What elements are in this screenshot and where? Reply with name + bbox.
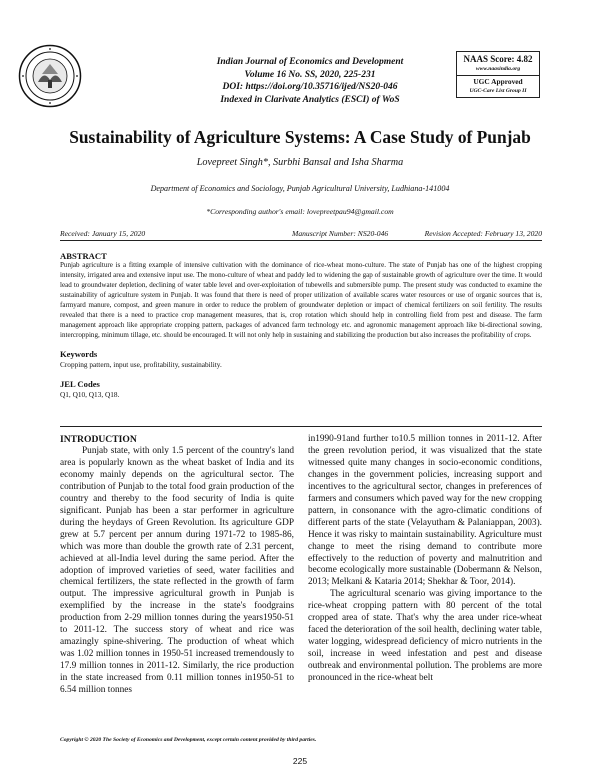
journal-header (150, 56, 470, 106)
abstract-divider (60, 426, 542, 427)
page-number: 225 (292, 756, 308, 766)
intro-paragraph-1: Punjab state, with only 1.5 percent of the country's land area is popularly known as the wheat basket of India and its economy mainly depends on the agricultural sector. The contribution of Punjab to the total food grain production of the country and thereby to the food security of India is quite significant. Punjab has been a star performer in agriculture during the heydays of Green Revolution. Its agriculture GDP grew at 5.7 percent per annum during 1971-72 to 1985-86, which was more than double the growth rate of 2.31 percent, achieved at all-India level during the same period. After the adoption of improved varieties of seed, water facilities and chemical fertilizers, the state reflected in the growth of farm output. The impressive agricultural growth in Punjab is exemplified by the increase in the state's foodgrains production from 2-29 million tonnes during the years1950-51 to 2011-12. The success story of wheat and rice was amazingly spine-shivering. The production of wheat which was 1.02 million tonnes in 1950-51 increased tremendously to 17.9 million tonnes in 2011-12. Similarly, the rice production in the state increased from 0.11 million tonnes in1950-51 to 6.54 million tonnes (60, 446, 294, 696)
ugc-care-list: UGC-Care List Group II (469, 88, 527, 94)
keywords-body: Cropping pattern, input use, profitability, sustainability. (60, 359, 222, 369)
journal-volume: Volume 16 No. SS, 2020, 225-231 (244, 69, 376, 80)
journal-indexing: Indexed in Clarivate Analytics (ESCI) of WoS (220, 94, 400, 105)
ugc-approved: UGC Approved (473, 77, 523, 86)
abstract-section (60, 251, 542, 400)
naas-score-box (456, 51, 540, 98)
copyright-notice: Copyright © 2020 The Society of Economics and Development, except certain content provided by third parties. (60, 737, 317, 743)
naas-url[interactable]: www.naasindia.org (457, 65, 539, 76)
journal-logo-icon (18, 44, 82, 108)
article-title: Sustainability of Agriculture Systems: A Case Study of Punjab (69, 127, 531, 147)
abstract-heading: ABSTRACT (60, 251, 107, 261)
body-column-right (308, 434, 542, 685)
article-authors: Lovepreet Singh*, Surbhi Bansal and Isha Sharma (196, 157, 404, 168)
author-affiliation: Department of Economics and Sociology, Punjab Agricultural University, Ludhiana-141004 (150, 184, 450, 193)
intro-paragraph-2: The agricultural scenario was giving importance to the rice-wheat cropping pattern with 80 percent of the total cropped area of state. That's why the area under rice-wheat faced the deterioration of the soil health, declining water table, water logging, widespread deficiency of micro nutrients in the soil, increase in weed infestation and pest and disease outbreak and environmental pollution. The problems are more pronounced in the rice-wheat belt (308, 589, 542, 684)
manuscript-number: Manuscript Number: NS20-046 (292, 229, 389, 238)
revision-date: Revision Accepted: February 13, 2020 (424, 229, 542, 238)
jel-body: Q1, Q10, Q13, Q18. (60, 389, 120, 399)
jel-heading: JEL Codes (60, 378, 100, 389)
journal-doi[interactable]: DOI: https://doi.org/10.35716/ijed/NS20-046 (222, 82, 398, 92)
journal-name: Indian Journal of Economics and Development (216, 57, 404, 67)
introduction-heading: INTRODUCTION (60, 434, 137, 445)
abstract-body: Punjab agriculture is a fitting example of intensive cultivation with the dominance of rice-wheat mono-culture. The state of Punjab has one of the highest cropping intensity, irrigated area and extensive input use. The mono-culture of wheat and paddy led to widening the gap of sustainable growth of agriculture over the time. It would lead to groundwater depletion, declining of water table level and over-exploitation of tubewells and submersible pump. The present study was conducted to examine the sustainability of agriculture system in Punjab. It was found that there is need of proper utilization of available scares water resources or use of organic sources that is, farmyard manure, compost, and green manure in order to reduce the problem of groundwater depletion or impact of chemical fertilizers on soil fertility. The results revealed that there is a need to practice crop management measures, that is, crop rotation which should help in controlling field from pest and disease. The farm management approach like appropriate cropping pattern, packages of advanced farm technology etc. and agronomic management approach like bi-directional sowing, intercropping, minimum tillage, etc. should be encouraged. It will not only help in sustaining and stabilizing the production but also increases the profitability of crops. (60, 261, 542, 339)
body-column-left (60, 434, 294, 697)
naas-score: NAAS Score: 4.82 (463, 54, 533, 64)
received-date: Received: January 15, 2020 (60, 229, 146, 238)
keywords-heading: Keywords (60, 348, 98, 359)
corresponding-email: *Corresponding author's email: lovepreetpau94@gmail.com (206, 207, 394, 216)
header-divider (60, 240, 542, 241)
intro-paragraph-continued: in1990-91and further to10.5 million tonnes in 2011-12. After the green revolution period, it was visualized that the state witnessed quite many changes in socio-economic conditions, changes in the government policies, increasing support and incentives to the agricultural sector, changes in preferences of farmers and consumers which paved way for the new cropping pattern, in consonance with the agro-climatic conditions of different parts of the state (Velayutham & Palaniappan, 2003). Hence it was risky to maintain sustainability. Agriculture must change to meet the rising demand to contribute more effectively to the reduction of poverty and malnutrition and become ecologically more sustainable (Dobermann & Nelson, 2013; Melkani & Kataria 2014; Shekhar & Toor, 2014). (308, 434, 542, 588)
